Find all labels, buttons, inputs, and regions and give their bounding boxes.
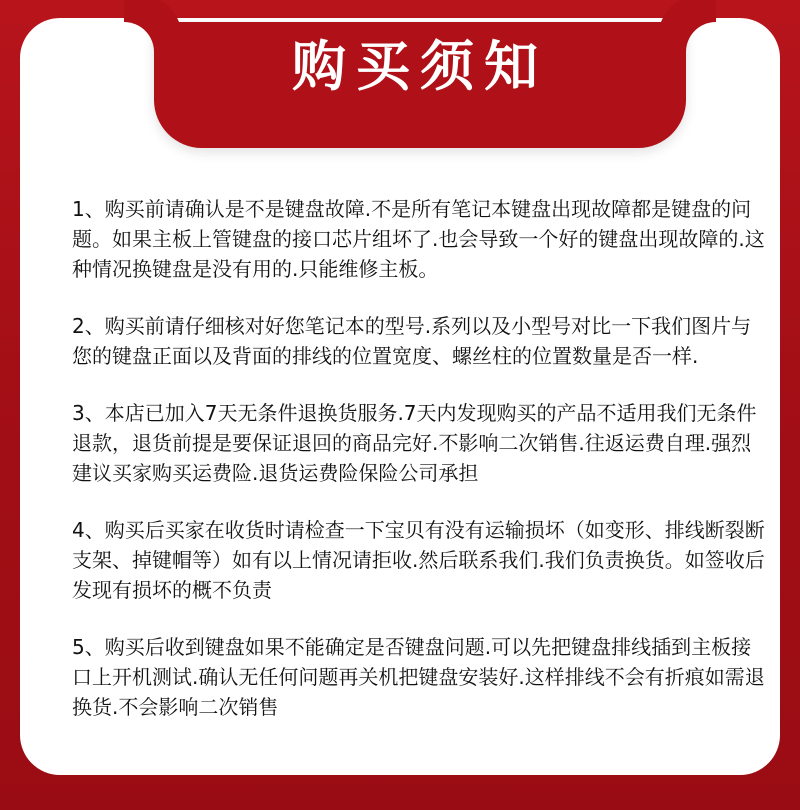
notice-item-3: 3、本店已加入7天无条件退换货服务.7天内发现购买的产品不适用我们无条件退款，退货前提是要保证退回的商品完好.不影响二次销售.往返运费自理.强烈建议买家购买运费险.退货运费险保险公司承担 <box>72 401 757 485</box>
notice-list <box>72 194 768 749</box>
notice-item-1: 1、购买前请确认是不是键盘故障.不是所有笔记本键盘出现故障都是键盘的问题。如果主板上管键盘的接口芯片组坏了.也会导致一个好的键盘出现故障的.这种情况换键盘是没有用的.只能维修主板。 <box>72 197 765 281</box>
page-title: 购买须知 <box>292 35 548 98</box>
notice-item-2: 2、购买前请仔细核对好您笔记本的型号.系列以及小型号对比一下我们图片与您的键盘正面以及背面的排线的位置宽度、螺丝柱的位置数量是否一样. <box>72 314 752 368</box>
notice-item-4: 4、购买后买家在收货时请检查一下宝贝有没有运输损坏（如变形、排线断裂断支架、掉键帽等）如有以上情况请拒收.然后联系我们.我们负责换货。如签收后发现有损坏的概不负责 <box>72 518 765 602</box>
notice-item-5: 5、购买后收到键盘如果不能确定是否键盘问题.可以先把键盘排线插到主板接口上开机测试.确认无任何问题再关机把键盘安装好.这样排线不会有折痕如需退换货.不会影响二次销售 <box>72 635 765 719</box>
notice-card <box>20 18 780 775</box>
title-banner <box>154 22 686 148</box>
